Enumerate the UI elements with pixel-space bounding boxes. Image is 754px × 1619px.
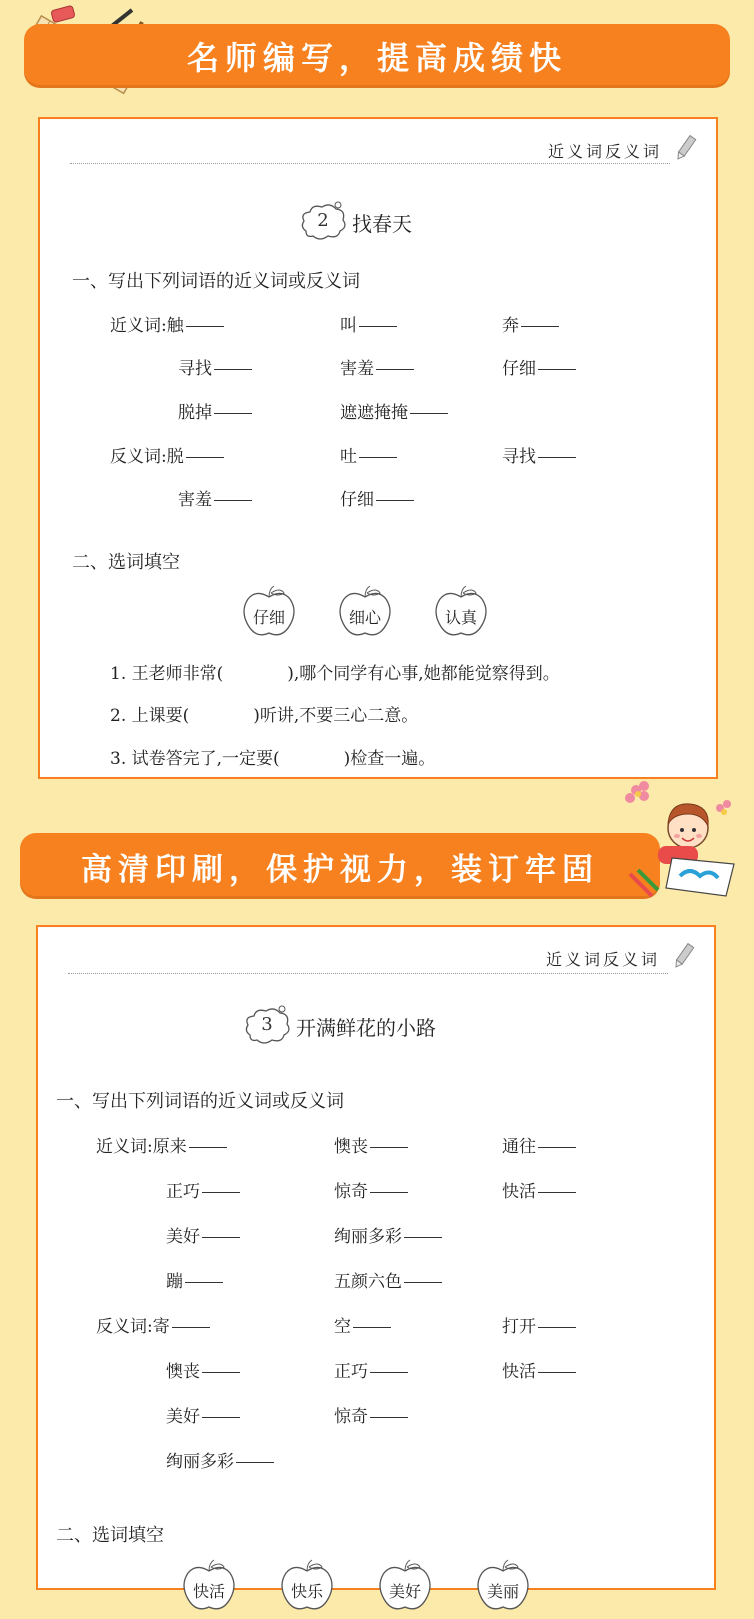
word-item (334, 1357, 408, 1382)
divider (68, 973, 668, 974)
word-item (334, 1177, 408, 1202)
word: 惊奇 (334, 1182, 368, 1202)
choice-word: 认真 (444, 608, 477, 627)
apple-icon (276, 1559, 338, 1615)
lesson-number: 2 (317, 210, 329, 231)
section-heading: 一、写出下列词语的近义词或反义词 (56, 1091, 344, 1112)
word: 仔细 (340, 490, 374, 510)
word-item (340, 485, 414, 510)
word: 正巧 (166, 1182, 200, 1202)
word-item (166, 1357, 240, 1382)
lesson-heading (242, 1005, 436, 1047)
word-item (178, 485, 252, 510)
word-item (166, 1267, 223, 1292)
word: 懊丧 (166, 1362, 200, 1382)
word: 空 (334, 1317, 351, 1337)
word-item (178, 354, 252, 379)
word: 吐 (340, 447, 357, 467)
section-heading: 二、选词填空 (56, 1525, 164, 1546)
question-1: 1. 王老师非常( ),哪个同学有心事,她都能觉察得到。 (110, 664, 560, 684)
question-2: 2. 上课要( )听讲,不要三心二意。 (110, 706, 419, 726)
word-item (166, 1177, 240, 1202)
pencil-icon (676, 135, 694, 161)
word-item (340, 354, 414, 379)
choice-word: 仔细 (252, 608, 285, 627)
word-item (334, 1132, 408, 1157)
apple-icon (238, 585, 300, 641)
word: 触 (166, 316, 184, 336)
word: 害羞 (340, 359, 374, 379)
lesson-title: 找春天 (352, 211, 412, 236)
word: 五颜六色 (334, 1272, 402, 1292)
apple-icon (178, 1559, 240, 1615)
section-heading: 一、写出下列词语的近义词或反义词 (72, 271, 360, 292)
word-item (96, 1132, 227, 1157)
word: 脱 (166, 447, 184, 467)
antonym-label: 反义词: (110, 447, 167, 467)
word-item (166, 1222, 240, 1247)
word-item (502, 311, 559, 336)
question-3: 3. 试卷答完了,一定要( )检查一遍。 (110, 749, 436, 769)
flower-icon (625, 781, 649, 803)
word-item (502, 1132, 576, 1157)
synonym-label: 近义词: (110, 316, 167, 336)
kid-drawing-icon (622, 778, 740, 906)
word-item (110, 311, 224, 336)
antonym-label: 反义词: (96, 1317, 153, 1337)
word: 绚丽多彩 (334, 1227, 402, 1247)
word-item (178, 398, 252, 423)
word: 叫 (340, 316, 357, 336)
worksheet-page-1 (38, 117, 718, 779)
banner-quality-writing: 名师编写，提高成绩快 (24, 24, 730, 88)
word: 寄 (152, 1317, 170, 1337)
word: 懊丧 (334, 1137, 368, 1157)
apple-icon (472, 1559, 534, 1615)
word: 仔细 (502, 359, 536, 379)
word: 快活 (502, 1182, 536, 1202)
choice-word: 美丽 (486, 1582, 519, 1601)
apple-icon (430, 585, 492, 641)
word: 原来 (152, 1137, 187, 1157)
word: 遮遮掩掩 (340, 403, 408, 423)
section-heading: 二、选词填空 (72, 552, 180, 573)
banner-print-quality: 高清印刷，保护视力，装订牢固 (20, 833, 660, 899)
apple-icon (374, 1559, 436, 1615)
word-item (340, 311, 397, 336)
choice-word: 美好 (388, 1582, 421, 1601)
word: 美好 (166, 1407, 200, 1427)
choice-word: 快乐 (290, 1582, 323, 1601)
word-item (334, 1267, 442, 1292)
apple-icon (334, 585, 396, 641)
word: 害羞 (178, 490, 212, 510)
word-item (502, 442, 576, 467)
cloud-badge-icon (298, 201, 348, 243)
word: 打开 (502, 1317, 536, 1337)
worksheet-page-2 (36, 925, 716, 1601)
word-item (166, 1402, 240, 1427)
word: 脱掉 (178, 403, 212, 423)
word: 寻找 (502, 447, 536, 467)
divider (70, 163, 670, 164)
word: 蹦 (166, 1272, 183, 1292)
page-header: 近义词反义词 (547, 142, 662, 161)
word-item (110, 442, 224, 467)
word: 快活 (502, 1362, 536, 1382)
word: 寻找 (178, 359, 212, 379)
synonym-label: 近义词: (96, 1137, 153, 1157)
word-item (502, 1312, 576, 1337)
word-item (334, 1312, 391, 1337)
word-item (502, 1357, 576, 1382)
word: 奔 (502, 316, 519, 336)
word-item (334, 1402, 408, 1427)
word-item (502, 1177, 576, 1202)
word-item (334, 1222, 442, 1247)
word: 惊奇 (334, 1407, 368, 1427)
pencil-icon (674, 943, 692, 969)
word-item (96, 1312, 210, 1337)
word-item (340, 398, 448, 423)
word-item (502, 354, 576, 379)
word: 通往 (502, 1137, 536, 1157)
word: 美好 (166, 1227, 200, 1247)
word-item (340, 442, 397, 467)
lesson-title: 开满鲜花的小路 (296, 1015, 436, 1040)
choice-word: 快活 (192, 1582, 225, 1601)
word-item (166, 1447, 274, 1472)
word: 绚丽多彩 (166, 1452, 234, 1472)
cloud-badge-icon (242, 1005, 292, 1047)
lesson-heading (298, 201, 412, 243)
word: 正巧 (334, 1362, 368, 1382)
page-header: 近义词反义词 (545, 950, 660, 969)
lesson-number: 3 (261, 1014, 273, 1035)
choice-word: 细心 (348, 608, 381, 627)
